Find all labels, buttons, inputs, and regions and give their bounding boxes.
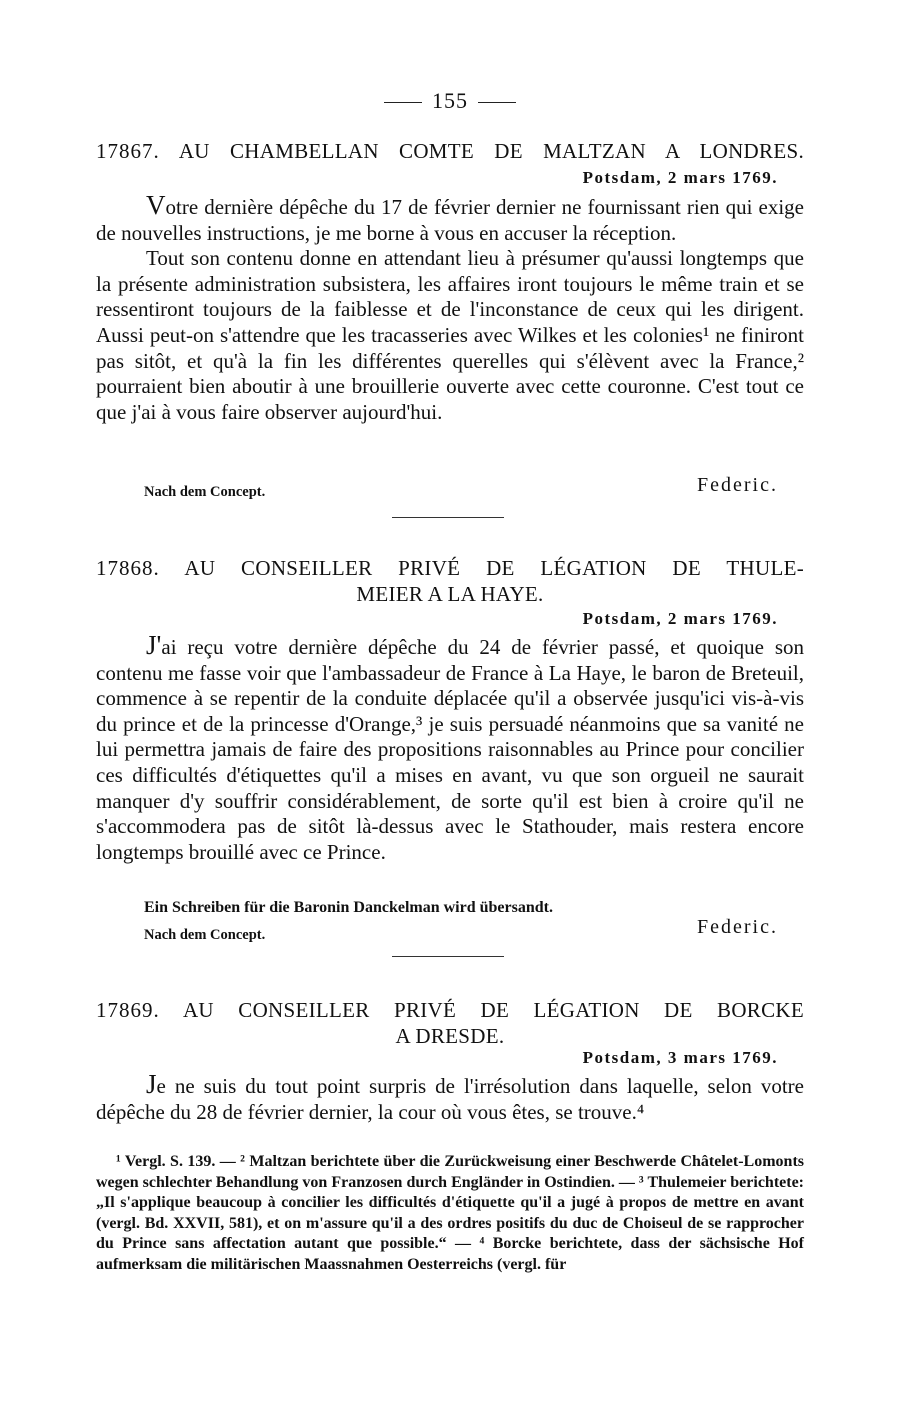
enclosure-note: Ein Schreiben für die Baronin Danckelman wird übersandt.	[144, 899, 553, 916]
dateline: Potsdam, 3 mars 1769.	[582, 1048, 778, 1067]
page-number-dash-left	[384, 102, 422, 103]
letter-title-line2: MEIER A LA HAYE.	[356, 582, 544, 606]
signature: Federic.	[697, 474, 778, 496]
separator-rule	[392, 517, 504, 518]
letter-title-line2: A DRESDE.	[395, 1024, 505, 1048]
dateline: Potsdam, 2 mars 1769.	[582, 609, 778, 628]
source-note: Nach dem Concept.	[144, 484, 266, 500]
signature: Federic.	[697, 916, 778, 938]
page-number-text: 155	[432, 88, 468, 113]
page-number	[0, 88, 900, 114]
letter-number: 17869.	[96, 998, 160, 1022]
footnotes	[96, 1152, 804, 1276]
dateline: Potsdam, 2 mars 1769.	[582, 168, 778, 187]
letter-number: 17868.	[96, 556, 160, 580]
paragraph: J'ai reçu votre dernière dépêche du 24 de février passé, et quoique son contenu me fasse voir que l'ambassadeur de France à La Haye, le baron de Breteuil, commence à se repentir de la conduite déplacée qu'il a observée jusqu'ici vis-à-vis du prince et de la princesse d'Orange,³ je suis persuadé néanmoins que sa vanité ne lui permettra jamais de faire des propositions raisonnables au Prince pour concilier ces difficultés d'étiquettes qu'il a mises en avant, vu que son orgueil ne saurait manquer d'y souffrir considérablement, de sorte qu'il est bien à croire qu'il ne s'accommodera pas de sitôt là-dessus avec le Stathouder, mais restera encore longtemps brouillé avec ce Prince.	[96, 630, 804, 864]
letter-number: 17867.	[96, 139, 160, 163]
letter-title: AU CONSEILLER PRIVÉ DE LÉGATION DE BORCKE	[182, 998, 804, 1022]
letter-body	[96, 1069, 804, 1125]
paragraph: Votre dernière dépêche du 17 de février dernier ne fournissant rien qui exige de nouvelles instructions, je me borne à vous en accuser la réception.	[96, 190, 804, 245]
paragraph: Tout son contenu donne en attendant lieu à présumer qu'aussi longtemps que la présente administration subsistera, les affaires iront toujours le même train et se ressentiront toujours de la faiblesse et de l'inconstance de ceux qui les dirigent. Aussi peut-on s'attendre que les tracasseries avec Wilkes et les colonies¹ ne finiront pas sitôt, et qu'à la fin les différentes querelles qui s'élèvent avec la France,² pourraient bien aboutir à une brouillerie ouverte avec cette couronne. C'est tout ce que j'ai à vous faire observer aujourd'hui.	[96, 246, 804, 424]
letter-body	[96, 630, 804, 865]
letter-heading	[96, 138, 804, 164]
footnote-text: ¹ Vergl. S. 139. — ² Maltzan berichtete über die Zurückweisung einer Beschwerde Châtelet-Lomonts wegen schlechter Behandlung von Franzosen durch Engländer in Ostindien. — ³ Thulemeier berichtete: „Il s'applique beaucoup à concilier les difficultés d'étiquette qu'il a jugé à propos de mettre en avant (vergl. Bd. XXVII, 581), et on m'assure qu'il a des ordres positifs du duc de Choiseul de se rapprocher du Prince sans affectation autant que possible.“ — ⁴ Borcke berichtete, dass der sächsische Hof aufmerksam die militärischen Maassnahmen Oesterreichs (vergl. für	[96, 1153, 804, 1273]
source-note: Nach dem Concept.	[144, 927, 266, 943]
letter-heading	[96, 997, 804, 1049]
separator-rule	[392, 956, 504, 957]
letter-title: AU CHAMBELLAN COMTE DE MALTZAN A LONDRES.	[178, 139, 804, 163]
paragraph: Je ne suis du tout point surpris de l'irrésolution dans laquelle, selon votre dépêche du 28 de février dernier, la cour où vous êtes, se trouve.⁴	[96, 1069, 804, 1124]
letter-heading	[96, 555, 804, 607]
page-number-dash-right	[478, 102, 516, 103]
letter-title: AU CONSEILLER PRIVÉ DE LÉGATION DE THULE-	[184, 556, 804, 580]
letter-body	[96, 190, 804, 425]
